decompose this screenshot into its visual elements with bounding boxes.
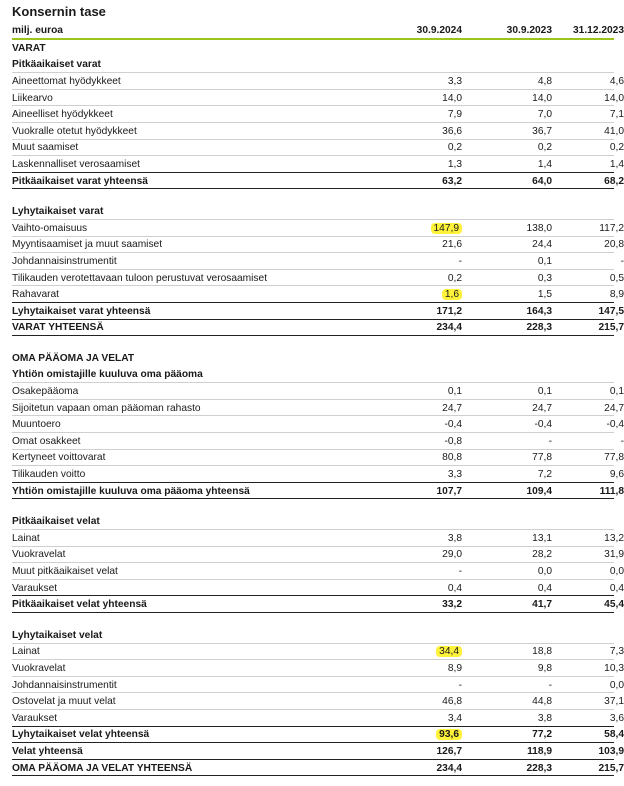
row-label: Aineelliset hyödykkeet [12,109,113,121]
table-row [12,140,624,157]
value-cell: 4,8 [537,75,552,87]
value-cell: 164,3 [526,305,552,317]
table-row [12,383,624,400]
value-cell [342,48,464,49]
value-cell: 126,7 [436,745,462,757]
value-cell: 80,8 [442,452,462,464]
value-cell [464,64,554,65]
value-cell: 36,6 [442,125,462,137]
spacer-row [12,189,614,203]
row-label: Johdannaisinstrumentit [12,255,117,267]
value-cell: 1,4 [609,158,624,170]
value-cell: 8,9 [447,662,462,674]
value-cell: -0,4 [534,419,552,431]
value-cell [464,374,554,375]
table-row [12,156,624,173]
value-cell: 3,8 [537,712,552,724]
value-cell: 0,5 [609,272,624,284]
value-cell: 7,3 [609,646,624,658]
subsection-header-row [12,627,614,644]
value-cell: 36,7 [532,125,552,137]
value-cell: 7,2 [537,469,552,481]
spacer-row [12,336,614,350]
value-cell [554,64,624,65]
table-row [12,270,624,287]
row-label: Tilikauden voitto [12,469,86,481]
value-cell [464,521,554,522]
row-label: Kertyneet voittovarat [12,452,106,464]
value-cell: 117,2 [599,222,624,234]
highlighted-value: 147,9 [431,223,463,234]
value-cell: 0,4 [537,582,552,594]
row-label: VARAT YHTEENSÄ [12,322,104,334]
value-cell: 147,5 [598,305,624,317]
subtotal-row [12,596,624,613]
table-row [12,710,624,727]
row-label: Velat yhteensä [12,745,83,757]
row-label: Osakepääoma [12,386,79,398]
row-label: OMA PÄÄOMA JA VELAT [12,353,135,365]
column-header-2023-ye: 31.12.2023 [573,25,624,36]
subtotal-row [12,173,624,190]
value-cell: 45,4 [604,599,624,611]
value-cell [342,288,464,300]
table-row [12,563,624,580]
value-cell: 77,8 [604,452,624,464]
table-row [12,123,624,140]
row-label: Pitkäaikaiset varat [12,59,101,71]
value-cell: 14,0 [532,92,552,104]
value-cell: 7,0 [537,109,552,121]
value-cell: 0,1 [447,386,462,398]
value-cell: 109,4 [526,485,552,497]
value-cell [554,521,624,522]
value-cell: 0,1 [609,386,624,398]
value-cell: 3,3 [447,75,462,87]
row-label: Lyhytaikaiset varat yhteensä [12,305,151,317]
row-label: Vuokravelat [12,549,66,561]
row-label: Lyhytaikaiset velat yhteensä [12,729,150,741]
value-cell: 3,8 [447,532,462,544]
table-body [12,40,624,776]
value-cell: 111,8 [599,485,624,497]
page-title: Konsernin tase [12,4,106,19]
value-cell: 77,8 [532,452,552,464]
value-cell: 20,8 [604,239,624,251]
subtotal-row [12,303,624,320]
value-cell: 138,0 [526,222,552,234]
row-label: Pitkäaikaiset varat yhteensä [12,175,148,187]
value-cell [342,374,464,375]
value-cell: 171,2 [436,305,462,317]
value-cell [342,521,464,522]
row-label: VARAT [12,43,46,55]
value-cell: 234,4 [436,762,462,774]
table-header-row [12,22,624,40]
value-cell: 46,8 [442,696,462,708]
value-cell [342,222,464,234]
value-cell: 58,4 [604,729,624,741]
section-header-row [12,350,614,367]
value-cell: 0,1 [537,386,552,398]
column-header-2023-q3: 30.9.2023 [506,25,552,36]
table-row [12,547,624,564]
subsection-header-row [12,367,614,384]
table-row [12,450,624,467]
value-cell: 103,9 [598,745,624,757]
value-cell: 37,1 [604,696,624,708]
value-cell: 18,8 [532,646,552,658]
table-row [12,73,624,90]
value-cell [554,374,624,375]
row-label: Pitkäaikaiset velat yhteensä [12,599,147,611]
value-cell: 9,8 [537,662,552,674]
value-cell: 4,6 [609,75,624,87]
table-row [12,416,624,433]
row-label: Lainat [12,646,40,658]
value-cell [554,211,624,212]
value-cell: -0,4 [444,419,462,431]
value-cell: 0,4 [447,582,462,594]
row-label: Myyntisaamiset ja muut saamiset [12,239,163,251]
table-row [12,466,624,483]
row-label: Laskennalliset verosaamiset [12,158,140,170]
value-cell: 24,7 [532,402,552,414]
table-row [12,660,624,677]
subsection-header-row [12,513,614,530]
value-cell: 14,0 [442,92,462,104]
row-label: Varaukset [12,712,58,724]
row-label: Yhtiön omistajille kuuluva oma pääoma [12,369,203,381]
value-cell: 29,0 [442,549,462,561]
value-cell: 8,9 [609,289,624,301]
subtotal-row [12,483,624,500]
value-cell: 3,4 [447,712,462,724]
table-row [12,400,624,417]
row-label: Aineettomat hyödykkeet [12,75,121,87]
value-cell: - [548,679,552,691]
value-cell: 0,3 [537,272,552,284]
value-cell: 33,2 [442,599,462,611]
value-cell: 10,3 [604,662,624,674]
row-label: Sijoitetun vapaan oman pääoman rahasto [12,402,201,414]
value-cell [342,728,464,740]
row-label: Lyhytaikaiset velat [12,629,103,641]
value-cell: 0,0 [609,566,624,578]
row-label: Muut pitkäaikaiset velat [12,566,118,578]
value-cell [464,634,554,635]
row-label: Vuokralle otetut hyödykkeet [12,125,137,137]
value-cell [464,48,554,49]
value-cell: 13,2 [604,532,624,544]
row-label: Muuntoero [12,419,61,431]
value-cell: 31,9 [604,549,624,561]
value-cell: 28,2 [532,549,552,561]
value-cell: 24,7 [442,402,462,414]
value-cell: 24,7 [604,402,624,414]
value-cell: 41,0 [604,125,624,137]
value-cell: 21,6 [442,239,462,251]
value-cell [464,358,554,359]
grand-total-row [12,743,624,760]
table-row [12,220,624,237]
value-cell: 0,2 [537,142,552,154]
value-cell: 63,2 [442,175,462,187]
row-label: Muut saamiset [12,142,79,154]
value-cell: 44,8 [532,696,552,708]
value-cell [342,64,464,65]
row-label: OMA PÄÄOMA JA VELAT YHTEENSÄ [12,762,193,774]
value-cell: 0,0 [537,566,552,578]
highlighted-value: 93,6 [436,729,462,740]
section-header-row [12,40,614,57]
value-cell: 13,1 [532,532,552,544]
value-cell: 1,4 [537,158,552,170]
value-cell: 7,9 [447,109,462,121]
table-row [12,677,624,694]
value-cell: - [458,255,462,267]
highlighted-value: 1,6 [442,289,462,300]
balance-sheet-table [12,22,624,776]
row-label: Pitkäaikaiset velat [12,516,100,528]
value-cell: 215,7 [598,762,624,774]
table-row [12,580,624,597]
row-label: Vuokravelat [12,662,66,674]
row-label: Vaihto-omaisuus [12,222,88,234]
row-label: Lyhytaikaiset varat [12,206,104,218]
value-cell: 107,7 [436,485,462,497]
value-cell: -0,4 [606,419,624,431]
subsection-header-row [12,203,614,220]
row-label: Ostovelat ja muut velat [12,696,116,708]
row-label: Rahavarat [12,289,60,301]
table-row [12,106,624,123]
value-cell: 0,2 [447,142,462,154]
value-cell: - [458,566,462,578]
value-cell: - [620,435,624,447]
row-label: Tilikauden verotettavaan tuloon perustuvat verosaamiset [12,272,268,284]
value-cell: - [458,679,462,691]
value-cell [554,48,624,49]
value-cell: 118,9 [527,745,552,757]
table-row [12,530,624,547]
table-row [12,693,624,710]
table-row [12,433,624,450]
subtotal-row [12,727,624,744]
value-cell: 14,0 [604,92,624,104]
value-cell: 3,3 [447,469,462,481]
table-row [12,237,624,254]
value-cell [342,645,464,657]
grand-total-row [12,320,624,337]
column-header-unit: milj. euroa [12,25,63,36]
value-cell [342,358,464,359]
value-cell: 0,1 [537,255,552,267]
value-cell: 0,0 [609,679,624,691]
value-cell [342,634,464,635]
value-cell: 9,6 [609,469,624,481]
row-label: Omat osakkeet [12,435,81,447]
row-label: Varaukset [12,582,58,594]
value-cell: 68,2 [604,175,624,187]
value-cell: 77,2 [532,729,552,741]
value-cell: 0,2 [447,272,462,284]
spacer-row [12,499,614,513]
value-cell: 228,3 [526,322,552,334]
value-cell: - [548,435,552,447]
value-cell: 215,7 [598,322,624,334]
value-cell: 64,0 [532,175,552,187]
table-row [12,644,624,661]
value-cell: 41,7 [532,599,552,611]
value-cell: 7,1 [609,109,624,121]
row-label: Johdannaisinstrumentit [12,679,117,691]
value-cell: - [620,255,624,267]
row-label: Liikearvo [12,92,53,104]
highlighted-value: 34,4 [436,646,462,657]
spacer-row [12,613,614,627]
row-label: Yhtiön omistajille kuuluva oma pääoma yhteensä [12,485,250,497]
table-row [12,90,624,107]
value-cell [464,211,554,212]
value-cell: 0,2 [609,142,624,154]
value-cell [554,634,624,635]
value-cell [554,358,624,359]
table-row [12,286,624,303]
value-cell: 1,3 [447,158,462,170]
grand-total-row [12,760,624,777]
value-cell: 3,6 [609,712,624,724]
subsection-header-row [12,57,614,74]
value-cell [342,211,464,212]
value-cell: 1,5 [537,289,552,301]
value-cell: -0,8 [444,435,462,447]
value-cell: 0,4 [609,582,624,594]
column-header-2024-q3: 30.9.2024 [416,25,462,36]
value-cell: 234,4 [436,322,462,334]
table-row [12,253,624,270]
value-cell: 228,3 [526,762,552,774]
row-label: Lainat [12,532,40,544]
value-cell: 24,4 [532,239,552,251]
